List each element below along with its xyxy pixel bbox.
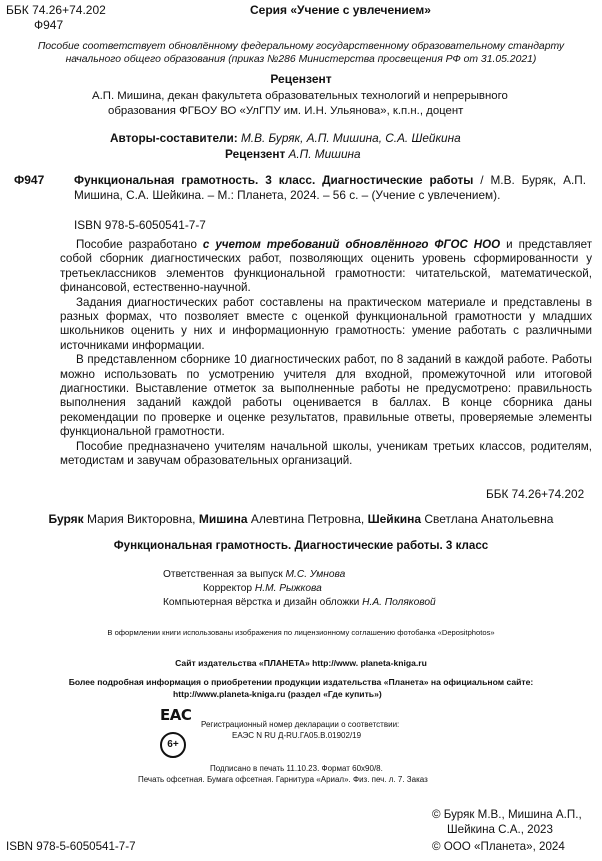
annotation-paragraph-4: Пособие предназначено учителям начальной школы, ученикам третьих классов, родителям, методистам и завучам образовательных организаций.: [60, 439, 592, 468]
declaration-label: Регистрационный номер декларации о соответствии:: [201, 720, 400, 729]
staff-editor: Ответственная за выпуск М.С. Умнова: [163, 569, 346, 580]
fgos-notice-line-1: Пособие соответствует обновлённому федеральному государственному образовательному стандарту: [37, 41, 565, 52]
print-info-line-2: Печать офсетная. Бумага офсетная. Гарнитура «Ариал». Физ. печ. л. 7. Заказ: [138, 775, 428, 784]
copyright-line-1: © Буряк М.В., Мишина А.П.,: [432, 808, 582, 821]
reviewer-line-2: образования ФГБОУ ВО «УлГПУ им. И.Н. Ульянова», к.п.н., доцент: [108, 105, 464, 117]
age-rating-badge: 6+: [160, 732, 186, 758]
isbn-bottom: ISBN 978-5-6050541-7-7: [6, 840, 136, 853]
copyright-line-2: Шейкина С.А., 2023: [447, 823, 553, 836]
bbk-top: ББК 74.26+74.202: [6, 3, 106, 17]
fgos-notice-line-2: начального общего образования (приказ №286 Министерства просвещения РФ от 31.05.2021): [65, 54, 537, 65]
author-code-top: Ф947: [34, 18, 64, 32]
license-note: В оформлении книги использованы изображения по лицензионному соглашению фотобанка «Depositphotos»: [107, 628, 495, 637]
series-title: Серия «Учение с увлечением»: [250, 3, 431, 17]
reviewer-heading: Рецензент: [270, 72, 332, 86]
staff-layout: Компьютерная вёрстка и дизайн обложки Н.А. Поляковой: [163, 597, 436, 608]
authors-line: [110, 131, 461, 145]
bib-author-code: Ф947: [14, 173, 45, 187]
reviewer-short-label: Рецензент: [225, 147, 286, 161]
declaration-number: ЕАЭС N RU Д-RU.ГА05.В.01902/19: [232, 731, 362, 740]
reviewer-line-1: А.П. Мишина, декан факультета образовательных технологий и непрерывного: [92, 90, 508, 102]
purchase-info-line-1: Более подробная информация о приобретении продукции издательства «Планета» на официальном сайте:: [68, 677, 534, 687]
book-title: Функциональная грамотность. Диагностические работы. 3 класс: [113, 539, 489, 552]
eac-mark: EAC: [160, 706, 192, 724]
bib-title: Функциональная грамотность. 3 класс. Диагностические работы: [74, 173, 474, 187]
reviewer-short-line: [225, 147, 361, 161]
bib-isbn: ISBN 978-5-6050541-7-7: [74, 218, 206, 232]
staff-proofreader: Корректор Н.М. Рыжкова: [203, 583, 322, 594]
print-info-line-1: Подписано в печать 11.10.23. Формат 60х90/8.: [210, 764, 383, 773]
publisher-site: Сайт издательства «ПЛАНЕТА» http://www. planeta-kniga.ru: [175, 658, 427, 668]
author-full-names: Буряк Мария Викторовна, Мишина Алевтина Петровна, Шейкина Светлана Анатольевна: [48, 512, 554, 526]
annotation-paragraph-1: Пособие разработано с учетом требований обновлённого ФГОС НОО и представляет собой сборник диагностических работ, позволяющих оценить уровень сформированности у третьеклассников элементов функциональной грамотности: читательской, математической, финансовой, естественно-научной.: [60, 238, 593, 295]
bib-details: / М.В. Буряк, А.П. Мишина, С.А. Шейкина. – М.: Планета, 2024. – 56 с. – (Учение с увлечением).: [74, 173, 586, 202]
bbk-bottom: ББК 74.26+74.202: [486, 487, 585, 501]
purchase-info-line-2: http://www.planeta-kniga.ru (раздел «Где купить»): [173, 689, 382, 699]
reviewer-short-name: А.П. Мишина: [288, 147, 361, 161]
authors-names: М.В. Буряк, А.П. Мишина, С.А. Шейкина: [240, 131, 461, 145]
annotation: [60, 238, 592, 469]
annotation-paragraph-3: В представленном сборнике 10 диагностических работ, по 8 заданий в каждой работе. Работы можно использовать по усмотрению учителя для входной, промежуточной или итоговой диагностики. Выставление отметок за выполненные работы не предусмотрено: правильность выполнения заданий каждой работы оценивается в баллах. В конце сборника даны рекомендации по проверке и оценке результатов, правильные ответы, проверяемые элементы функциональной грамотности.: [60, 353, 592, 439]
copyright-line-3: © ООО «Планета», 2024: [432, 840, 565, 853]
bib-record: [74, 173, 586, 203]
authors-label: Авторы-составители:: [110, 131, 238, 145]
annotation-emphasis: с учетом требований обновлённого ФГОС НОО: [202, 238, 501, 251]
annotation-paragraph-2: Задания диагностических работ составлены на практическом материале и представлены в разных формах, что позволяет вместе с оценкой функциональной грамотности у младших школьников оценить у них и информационную грамотность: умение работать с различными источниками информации.: [60, 295, 592, 352]
